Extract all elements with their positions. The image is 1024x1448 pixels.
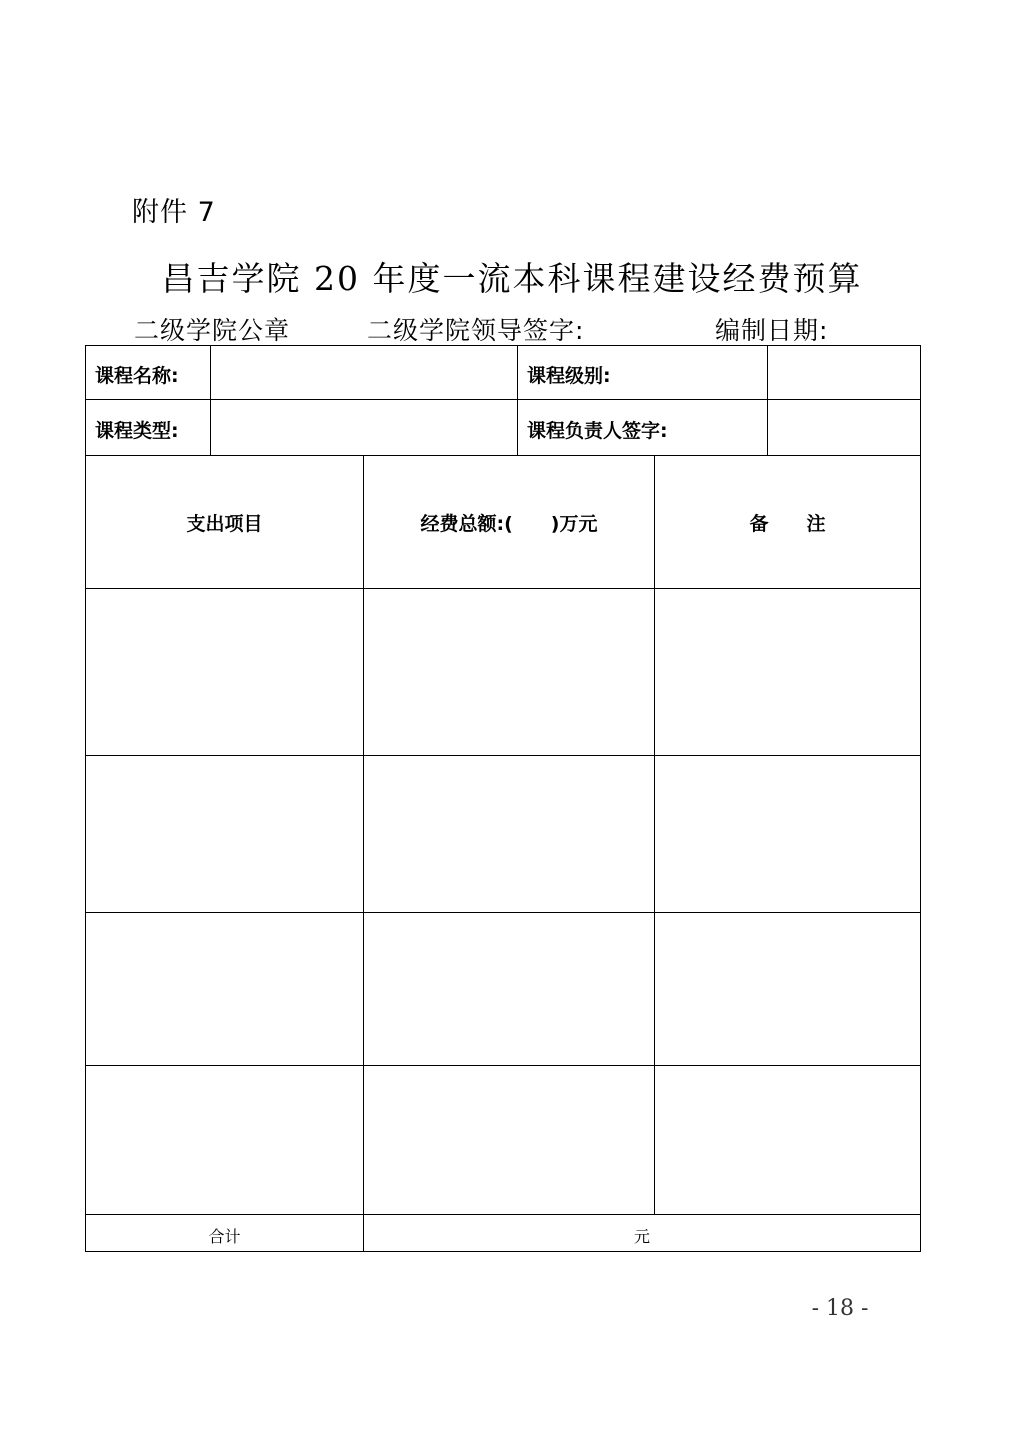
expense-item-cell[interactable] [87,1067,362,1213]
page-number: - 18 - [811,1296,869,1321]
remark-header: 备 注 [749,513,826,535]
course-level-field[interactable] [769,347,919,398]
course-leader-sign-field[interactable] [769,401,919,454]
amount-cell[interactable] [365,757,653,911]
course-level-label: 课程级别: [527,365,611,387]
course-type-label: 课程类型: [95,420,179,442]
expense-item-cell[interactable] [87,590,362,754]
course-name-field[interactable] [212,347,516,398]
row-divider [85,912,921,913]
total-unit: 元 [633,1227,650,1246]
attachment-label: 附件 7 [132,197,216,228]
total-amount-header: 经费总额:( )万元 [420,513,598,535]
amount-cell[interactable] [365,914,653,1064]
course-type-field[interactable] [212,401,516,454]
course-name-label: 课程名称: [95,365,179,387]
remark-cell[interactable] [656,1067,919,1213]
amount-cell[interactable] [365,590,653,754]
seal-label: 二级学院公章 [134,316,291,345]
remark-cell[interactable] [656,590,919,754]
remark-cell[interactable] [656,914,919,1064]
remark-cell[interactable] [656,757,919,911]
leader-signature-label: 二级学院领导签字: [367,316,585,345]
row-divider [85,755,921,756]
row-divider [85,455,921,456]
date-label: 编制日期: [715,316,829,345]
amount-cell[interactable] [365,1067,653,1213]
total-label: 合计 [208,1227,241,1246]
expense-item-cell[interactable] [87,914,362,1064]
column-divider [654,455,655,1215]
column-divider [363,455,364,1252]
row-divider [85,588,921,589]
expense-item-cell[interactable] [87,757,362,911]
course-leader-sign-label: 课程负责人签字: [527,420,668,442]
column-divider [210,345,211,455]
document-title: 昌吉学院 20 年度一流本科课程建设经费预算 [161,259,863,298]
column-divider [517,345,518,455]
column-divider [767,345,768,455]
row-divider [85,1214,921,1215]
row-divider [85,1065,921,1066]
expense-item-header: 支出项目 [186,513,263,535]
